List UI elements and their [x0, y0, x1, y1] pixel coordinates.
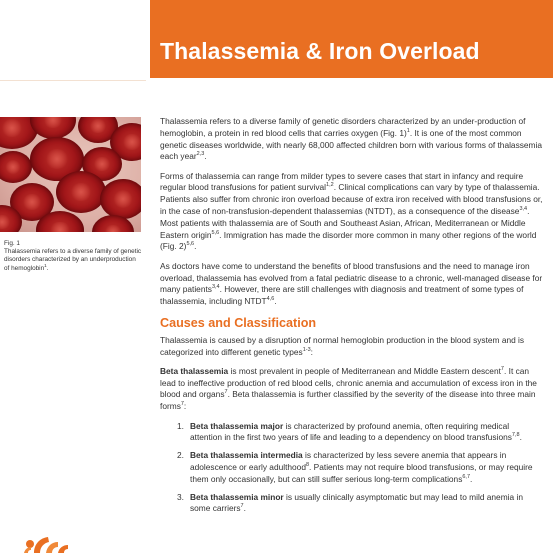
- list-item: 3. Beta thalassemia minor is usually clinically asymptomatic but may lead to mild anemia in some carriers$^7$.: [177, 491, 523, 514]
- intro-paragraph-3: As doctors have come to understand the benefits of blood transfusions and the need to manage iron overload, thalassemia has evolved from a fatal pediatric disease to a chronic, well-managed disease for many patients$^{3,4}$. However, there are still challenges with diagnosis and treatment of some types of thalassemia, including NTDT$^{4,6}$.: [160, 260, 543, 307]
- section-heading: Causes and Classification: [160, 315, 317, 330]
- beta-thalassemia-paragraph: Beta thalassemia is most prevalent in people of Mediterranean and Middle Eastern descent$^7$. It can lead to ineffective production of red blood cells, chronic anemia and accumulation of excess iron in the blood and organs$^7$. Beta thalassemia is further classified by the severity of the disease into three main forms$^7$:: [160, 365, 537, 412]
- causes-paragraph: Thalassemia is caused by a disruption of normal hemoglobin production in the blood system and is categorized into different genetic types$^{1-3}$:: [160, 334, 525, 357]
- article-body: [160, 116, 543, 521]
- figure-caption: [4, 240, 142, 273]
- red-blood-cells-photo: [0, 117, 141, 232]
- list-item: 2. Beta thalassemia intermedia is characterized by less severe anemia that appears in adolescence or early adulthood$^8$. Patients may not require blood transfusions, or may require them only occasionally, but can still suffer serious long-term complications$^{6,7}$.: [177, 450, 533, 484]
- list-item: 1. Beta thalassemia major is characterized by profound anemia, often requiring medical attention in the first two years of life and leading to a dependency on blood transfusions$^{7,8}$.: [177, 420, 522, 443]
- beta-forms-list: [160, 421, 543, 516]
- intro-paragraph-2: Forms of thalassemia can range from milder types to severe cases that start in infancy and require regular blood transfusions for patient survival$^{1,2}$. Clinical complications can vary by type of thalassemia. Patients also suffer from chronic iron overload because of extra iron received with blood transfusions or, in the case of non-transfusion-dependent thalassemias (NTDT), as a consequence of the disease$^{3,4}$. Most patients with thalassemia are of South and Southeast Asian, African, Mediterranean or Middle Eastern origin$^{5,6}$. Immigration has made the disorder more common in many other regions of the world (Fig. 2)$^{5,6}$.: [160, 170, 543, 252]
- header-left-strip: [0, 0, 146, 81]
- page-header: [0, 0, 553, 80]
- page-title: Thalassemia & Iron Overload: [160, 38, 480, 64]
- figure-caption-text: Thalassemia refers to a diverse family of genetic disorders characterized by an underproduction of hemoglobin$^1$.: [4, 248, 142, 272]
- figure-label: Fig. 1: [4, 240, 20, 247]
- intro-paragraph-1: Thalassemia refers to a diverse family of genetic disorders characterized by an under-production of hemoglobin, a protein in red blood cells that carries oxygen (Fig. 1)$^1$. It is one of the most common genetic diseases worldwide, with nearly 68,000 affected children born with various forms of thalassemia each year$^{2,3}$.: [160, 116, 543, 162]
- orange-brand-logo-icon: [18, 528, 118, 553]
